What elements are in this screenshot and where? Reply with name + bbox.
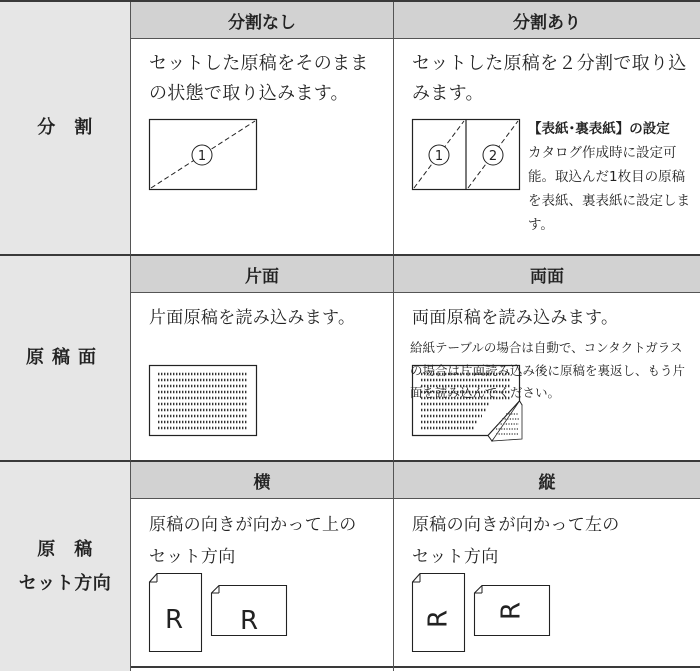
row-label-split: 分 割 — [37, 117, 93, 138]
double-sided-note-text: 給紙テーブルの場合は自動で、コンタクトガラスの場合は片面読み込み後に原稿を裏返し、もう片面を読み込んでください。 — [410, 340, 686, 400]
cover-setting-note — [528, 117, 690, 237]
header-label: 片面 — [245, 266, 279, 287]
letter-r: R — [239, 606, 259, 636]
cell-split-yes — [394, 39, 700, 256]
split-yes-text: セットした原稿を２分割で取り込みます。 — [412, 53, 687, 104]
landscape-orientation-illustration — [149, 573, 289, 653]
single-sided-text: 片面原稿を読み込みます。 — [149, 308, 356, 328]
col-header-landscape — [131, 462, 394, 499]
letter-r: R — [164, 605, 184, 635]
double-sided-text: 両面原稿を読み込みます。 — [412, 308, 619, 328]
portrait-text: 原稿の向きが向かって左のセット方向 — [412, 515, 620, 567]
col-header-split-yes — [394, 2, 700, 39]
header-label: 両面 — [530, 266, 564, 287]
col-header-single-sided — [131, 256, 394, 293]
cover-setting-title: 【表紙･裏表紙】の設定 — [528, 121, 670, 137]
single-page-illustration — [149, 119, 259, 193]
svg-text:2: 2 — [488, 149, 498, 164]
row-header-orientation — [0, 462, 131, 671]
letter-r-rotated: R — [496, 601, 527, 621]
double-sided-note — [410, 337, 688, 405]
cell-single-sided — [131, 293, 394, 462]
col-header-portrait — [394, 462, 700, 499]
col-header-split-none — [131, 2, 394, 39]
svg-text:1: 1 — [197, 149, 207, 164]
cell-split-none — [131, 39, 394, 256]
header-label: 横 — [253, 472, 271, 493]
split-none-text: セットした原稿をそのままの状態で取り込みます。 — [149, 53, 369, 104]
header-label: 分割なし — [228, 12, 296, 33]
row-header-split — [0, 2, 131, 256]
single-sided-document-icon — [149, 365, 259, 439]
cell-landscape — [131, 499, 394, 671]
row-header-original-side — [0, 256, 131, 462]
row-label-orientation-line2: セット方向 — [18, 572, 112, 594]
row-label-orientation-line1: 原 稿 — [37, 538, 93, 560]
portrait-orientation-illustration — [412, 573, 552, 653]
cell-portrait — [394, 499, 700, 671]
row-label-original-side: 原稿面 — [26, 347, 104, 368]
header-label: 縦 — [538, 472, 556, 493]
svg-text:1: 1 — [434, 149, 444, 164]
col-header-double-sided — [394, 256, 700, 293]
cover-setting-body: カタログ作成時に設定可能。取込んだ1枚目の原稿を表紙、裏表紙に設定します。 — [528, 145, 690, 233]
cell-double-sided — [394, 293, 700, 462]
landscape-text: 原稿の向きが向かって上のセット方向 — [149, 515, 357, 567]
split-page-illustration — [412, 119, 522, 193]
letter-r-rotated: R — [423, 609, 454, 629]
header-label: 分割あり — [513, 12, 581, 33]
